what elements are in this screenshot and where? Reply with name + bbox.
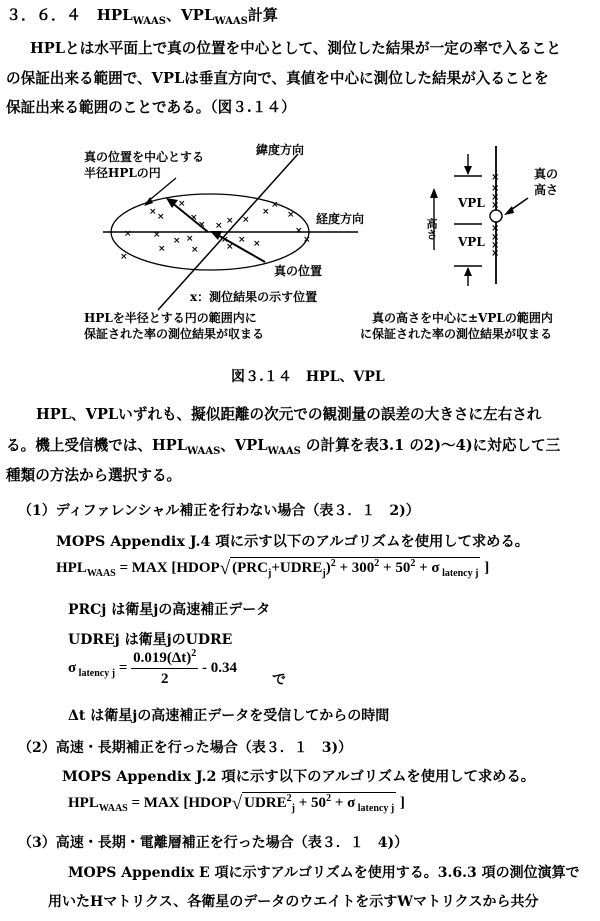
longitude-label: 経度方向 [316,212,365,226]
svg-text:×: × [491,232,500,243]
svg-text:×: × [221,235,229,245]
svg-text:×: × [215,221,223,231]
para2-line-2: る。機上受信機では、$HPL_{WAAS}$、$VPL_{WAAS}$ の計算を表3.1 の2)～4)に対応して三 [6,437,561,457]
section-heading: ３．６．４ $HPL_{WAAS}$、$VPL_{WAAS}$計算 [6,6,278,27]
svg-text:×: × [491,192,500,203]
case2-method: MOPS Appendix J.2 項に示す以下のアルゴリズムを使用して求める。 [62,769,536,785]
vpl-bottom-label: VPL [458,235,485,249]
para2-line-3: 種類の方法から選択する。 [6,467,182,484]
svg-text:×: × [491,223,500,234]
case1-method: MOPS Appendix J.4 項に示す以下のアルゴリズムを使用して求める。 [56,534,530,550]
svg-text:×: × [303,235,311,245]
true-height-label-2: 高さ [534,183,559,197]
hpl-circle-label-2: 半径HPLの円 [84,166,161,180]
intro-line-3: 保証出来る範囲のことである。（図３.１４） [6,99,296,116]
true-position-label: 真の位置 [274,264,323,278]
true-height-label-1: 真の [534,167,559,181]
case1-title: （1）ディファレンシャル補正を行わない場合（表３．１ 2)） [18,503,420,519]
svg-text:×: × [238,235,246,245]
case1-hpl-formula: $HPL_{WAAS}$ = MAX [HDOP√ $(PRC_j+UDRE_j)^2 + 300^2 + 50^2 + \sigma$ $_{latency j}$ ] [56,558,490,579]
true-height-marker [490,210,502,222]
svg-text:×: × [295,226,303,236]
section-number: ３．６．４ [6,6,82,24]
sigma-latency-formula: σ $_{latency j}$ = $\frac{0.019(\Delta t)^2}{2}$ - 0.34 [68,648,238,687]
svg-text:×: × [191,245,199,255]
svg-text:×: × [149,207,157,217]
delta-t-definition: Δt は衛星jの高速補正データを受信してからの時間 [68,708,390,724]
svg-text:×: × [186,234,194,244]
measurement-points [120,199,311,262]
svg-text:×: × [157,212,165,222]
vpl-diagram [420,140,560,290]
para2-line-1: HPL、VPLいずれも、擬似距離の次元での観測量の誤差の大きさに左右され [36,406,542,423]
altitude-label: 高さ [425,218,438,240]
svg-text:×: × [491,183,500,194]
svg-text:×: × [153,230,161,240]
case2-hpl-formula: $HPL_{WAAS}$ = MAX [HDOP√ $UDRE^2_j + 50^2 + \sigma$ $_{latency j}$ ] [68,793,405,814]
svg-text:×: × [262,207,270,217]
sqrt-symbol: √ [219,558,231,579]
case3-title: （3）高速・長期・電離層補正を行った場合（表３．１ 4)） [18,835,409,851]
latitude-label: 緯度方向 [256,143,305,157]
udre-definition: UDREj は衛星jのUDRE [68,632,233,648]
case3-line-1: MOPS Appendix E 項に示すアルゴリズムを使用する。3.6.3 項の測位演算で [68,865,580,881]
sigma-fraction: $\frac{0.019(\Delta t)^2}{2}$ [133,648,197,687]
svg-text:×: × [124,229,132,239]
x-legend: x：測位結果の示す位置 [190,290,318,304]
svg-text:×: × [226,242,234,252]
svg-text:×: × [271,200,279,210]
svg-text:×: × [253,239,261,249]
svg-text:×: × [242,215,250,225]
intro-line-2: の保証出来る範囲で、VPLは垂直方向で、真値を中心に測位した結果が入ることを [6,70,549,87]
case2-title: （2）高速・長期補正を行った場合（表３．１ 3)） [18,740,353,756]
vpl-caption-2: に保証された率の測位結果が収まる [360,327,553,341]
svg-text:×: × [120,252,128,262]
vpl-top-label: VPL [458,196,485,210]
svg-text:×: × [190,213,198,223]
figure-caption: 図３.１４ HPL、VPL [231,369,385,385]
svg-text:×: × [226,216,234,226]
svg-text:×: × [287,210,295,220]
svg-text:×: × [491,248,500,259]
intro-line-1: HPLとは水平面上で真の位置を中心として、測位した結果が一定の率で入ること [30,40,561,57]
svg-text:×: × [491,172,500,183]
hpl-caption-1: HPLを半径とする円の範囲内に [84,311,257,325]
de-label: で [272,672,286,688]
hpl-circle-label-1: 真の位置を中心とする [84,150,205,164]
svg-text:×: × [491,200,500,211]
vpl-caption-1: 真の高さを中心に±VPLの範囲内 [372,311,553,325]
case3-line-2: 用いたHマトリクス、各衛星のデータのウエイトを示すWマトリクスから共分 [48,894,539,910]
hpl-caption-2: 保証された率の測位結果が収まる [84,327,265,341]
prc-definition: PRCj は衛星jの高速補正データ [68,602,271,618]
svg-text:×: × [173,236,181,246]
svg-text:×: × [158,244,166,254]
svg-text:×: × [178,199,186,209]
sqrt-symbol-2: √ [231,793,243,814]
svg-text:×: × [198,220,206,230]
svg-text:×: × [491,240,500,251]
